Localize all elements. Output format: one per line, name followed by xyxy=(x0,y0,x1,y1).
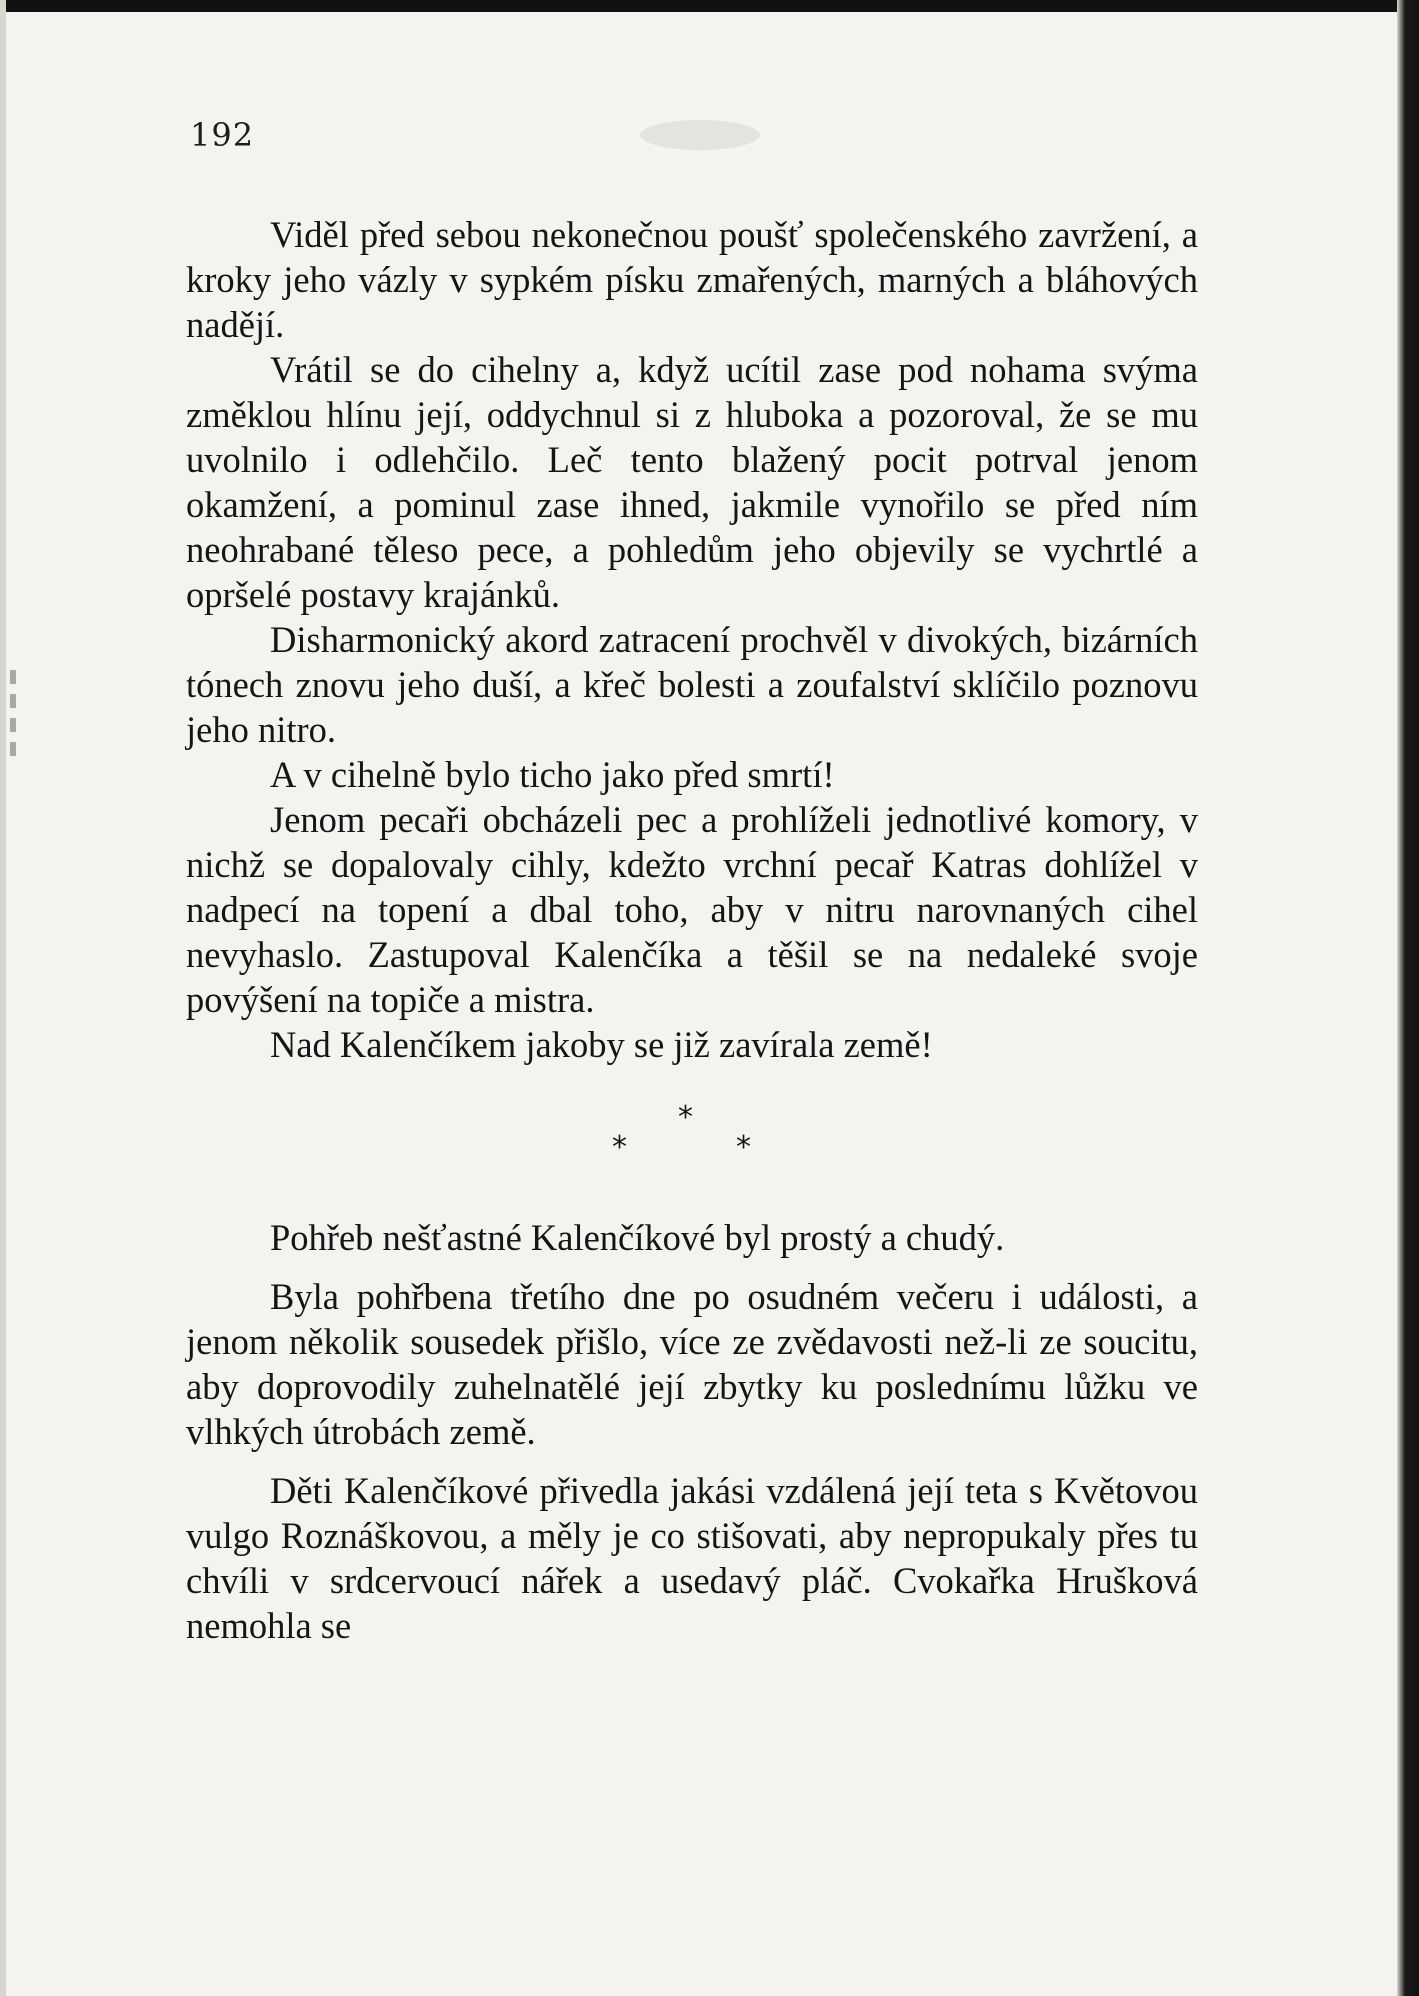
paper-smudge xyxy=(640,120,760,150)
paragraph: Viděl před sebou nekonečnou poušť společenského zavržení, a kroky jeho vázly v sypkém písku zmařených, marných a bláhových nadějí. xyxy=(186,214,1198,345)
paragraph: Pohřeb nešťastné Kalenčíkové byl prostý a chudý. xyxy=(270,1217,1005,1258)
paragraph: A v cihelně bylo ticho jako před smrtí! xyxy=(270,754,835,795)
body-text xyxy=(186,212,1198,1648)
separator-star: * xyxy=(612,1130,627,1165)
paragraph: Byla pohřbena třetího dne po osudném večeru i události, a jenom několik sousedek přišlo, více ze zvědavosti než-li ze soucitu, aby doprovodily zuhelnatělé její zbytky ku poslednímu lůžku ve vlhkých útrobách země. xyxy=(186,1276,1198,1452)
paragraph: Jenom pecaři obcházeli pec a prohlíželi jednotlivé komory, v nichž se dopalovaly cihly, kdežto vrchní pecař Katras dohlížel v nadpecí na topení a dbal toho, aby v nitru narovnaných cihel nevyhaslo. Zastupoval Kalenčíka a těšil se na nedaleké svoje povýšení na topiče a mistra. xyxy=(186,799,1198,1020)
paragraph: Vrátil se do cihelny a, když ucítil zase pod nohama svýma změklou hlínu její, oddychnul si z hluboka a pozoroval, že se mu uvolnilo i odlehčilo. Leč tento blažený pocit potrval jenom okamžení, a pominul zase ihned, jakmile vynořilo se před ním neohrabané těleso pece, a pohledům jeho objevily se vychrtlé a opršelé postavy krajánků. xyxy=(186,349,1198,615)
scan-border-left xyxy=(0,0,6,1996)
scan-border-right xyxy=(1397,0,1419,1996)
paragraph: Děti Kalenčíkové přivedla jakási vzdálená její teta s Květovou vulgo Roznáškovou, a měly je co stišovati, aby nepropukaly přes tu chvíli v srdcervoucí nářek a usedavý pláč. Cvokařka Hrušková nemohla se xyxy=(186,1470,1198,1646)
paragraph: Nad Kalenčíkem jakoby se již zavírala země! xyxy=(270,1024,933,1065)
page-number: 192 xyxy=(190,116,255,154)
separator-star: * xyxy=(678,1100,693,1135)
separator-star: * xyxy=(736,1130,751,1165)
margin-marks xyxy=(6,660,20,890)
scan-border-top xyxy=(0,0,1419,12)
paragraph: Disharmonický akord zatracení prochvěl v divokých, bizárních tónech znovu jeho duší, a křeč bolesti a zoufalství sklíčilo poznovu jeho nitro. xyxy=(186,619,1198,750)
section-separator xyxy=(186,1095,1198,1195)
